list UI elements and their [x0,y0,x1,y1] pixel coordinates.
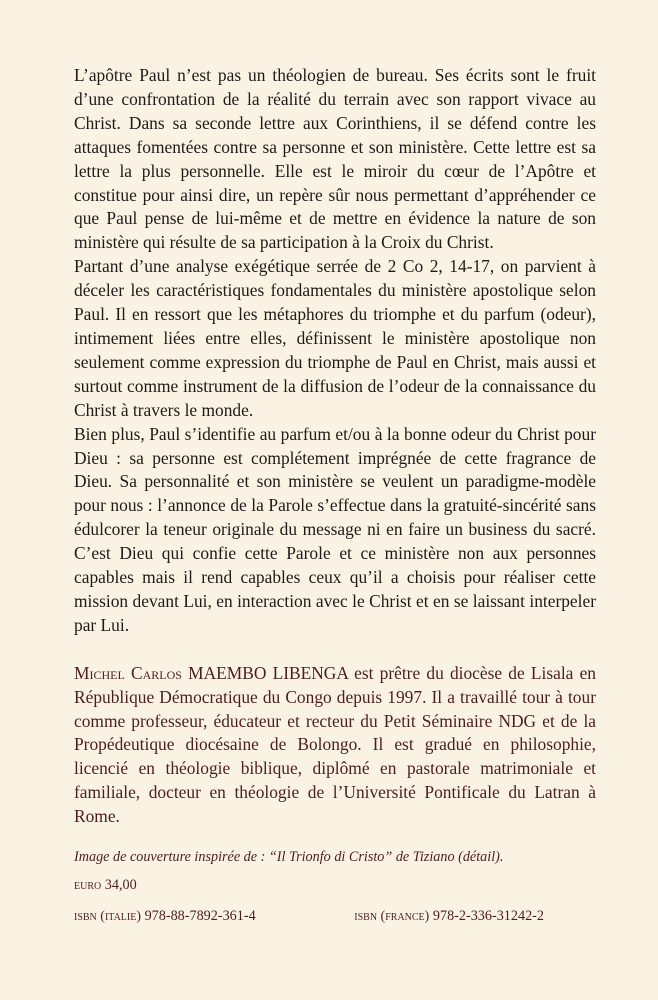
book-summary [74,64,596,638]
isbn-italy-value: 978-88-7892-361-4 [144,908,256,924]
isbn-italy-label: isbn (italie) [74,909,142,924]
isbn-france [354,907,544,926]
price [74,876,596,895]
price-label: euro [74,878,102,893]
author-surname: MAEMBO LIBENGA [188,662,348,683]
author-first-names: Michel Carlos [74,662,182,683]
summary-paragraph-3: Bien plus, Paul s’identifie au parfum et/ou à la bonne odeur du Christ pour Dieu : sa personne est complétement imprégnée de cette fragrance de Dieu. Sa personnalité et son ministère se veulent un paradigme-modèle pour nous : l’annonce de la Parole s’effectue dans la gratuité-sincérité sans édulcorer la teneur originale du message ni en faire un business du sacré. C’est Dieu qui confie cette Parole et ce ministère non aux personnes capables mais il rend capables ceux qu’il a choisis pour réaliser cette mission devant Lui, en interaction avec le Christ et en se laissant interpeler par Lui. [74,423,596,635]
summary-paragraph-1: L’apôtre Paul n’est pas un théologien de bureau. Ses écrits sont le fruit d’une confrontation de la réalité du terrain avec son rapport vivace au Christ. Dans sa seconde lettre aux Corinthiens, il se défend contre les attaques fomentées contre sa personne et son ministère. Cette lettre est sa lettre la plus personnelle. Elle est le miroir du cœur de l’Apôtre et constitue pour ainsi dire, un repère sûr nous permettant d’appréhender ce que Paul pense de lui-même et de mettre en évidence la nature de son ministère qui résulte de sa participation à la Croix du Christ. [74,65,596,253]
author-bio [74,662,596,829]
cover-footer [74,848,596,926]
author-bio-text [74,662,596,829]
isbn-france-value: 978-2-336-31242-2 [432,908,544,924]
author-bio-body: est prêtre du diocèse de Lisala en République Démocratique du Congo depuis 1997. Il a travaillé tour à tour comme professeur, éducateur et recteur du Petit Séminaire NDG et de la Propédeutique diocésaine de Bolongo. Il est gradué en philosophie, licencié en théologie biblique, diplômé en pastorale matrimoniale et familiale, docteur en théologie de l’Université Pontificale du Latran à Rome. [74,662,596,827]
price-value: 34,00 [104,877,137,893]
isbn-france-label: isbn (france) [354,909,430,924]
summary-paragraph-2: Partant d’une analyse exégétique serrée de 2 Co 2, 14-17, on parvient à déceler les caractéristiques fondamentales du ministère apostolique selon Paul. Il en ressort que les métaphores du triomphe et du parfum (odeur), intimement liées entre elles, définissent le ministère apostolique non seulement comme expression du triomphe de Paul en Christ, mais aussi et surtout comme instrument de la diffusion de l’odeur de la connaissance du Christ à travers le monde. [74,256,596,420]
cover-image-credit: Image de couverture inspirée de : “Il Trionfo di Cristo” de Tiziano (détail). [74,849,504,865]
back-cover [74,64,596,829]
isbn-row [74,907,544,926]
isbn-italy [74,907,256,926]
